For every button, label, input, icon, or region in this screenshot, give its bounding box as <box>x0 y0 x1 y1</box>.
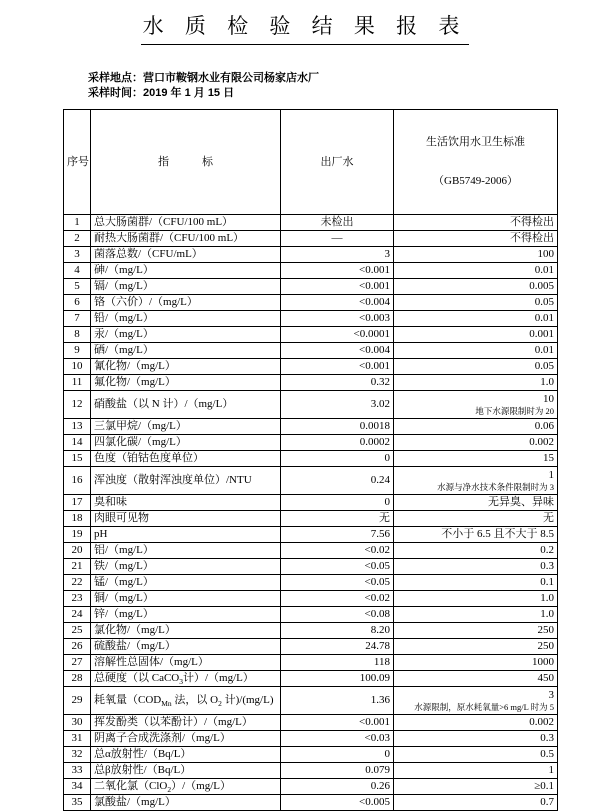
indicator-name: pH <box>91 527 281 543</box>
row-number: 18 <box>64 511 91 527</box>
standard-limit <box>394 375 558 391</box>
table-row <box>64 655 558 671</box>
standard-limit <box>394 543 558 559</box>
row-number: 24 <box>64 607 91 623</box>
row-number: 16 <box>64 467 91 495</box>
indicator-name: 铝/（mg/L） <box>91 543 281 559</box>
row-number: 15 <box>64 451 91 467</box>
table-row <box>64 311 558 327</box>
table-row <box>64 763 558 779</box>
row-number: 11 <box>64 375 91 391</box>
row-number: 9 <box>64 343 91 359</box>
standard-limit-value: 1.0 <box>540 592 554 604</box>
standard-limit <box>394 391 558 419</box>
row-number: 35 <box>64 795 91 811</box>
row-number: 8 <box>64 327 91 343</box>
standard-limit <box>394 559 558 575</box>
standard-limit-value: 10 <box>543 392 554 405</box>
row-number: 29 <box>64 687 91 715</box>
standard-limit-value: 0.005 <box>529 280 554 292</box>
indicator-name: 总β放射性/（Bq/L） <box>91 763 281 779</box>
standard-limit-value: 250 <box>537 624 554 636</box>
factory-water-value: 7.56 <box>281 527 394 543</box>
table-row <box>64 559 558 575</box>
indicator-name: 氯化物/（mg/L） <box>91 623 281 639</box>
factory-water-value: 0.26 <box>281 779 394 795</box>
factory-water-value: 0 <box>281 451 394 467</box>
standard-limit <box>394 467 558 495</box>
standard-limit-value: 0.05 <box>534 296 554 308</box>
row-number: 6 <box>64 295 91 311</box>
factory-water-value: 0.079 <box>281 763 394 779</box>
row-number: 13 <box>64 419 91 435</box>
indicator-name: 铬（六价）/（mg/L） <box>91 295 281 311</box>
row-number: 25 <box>64 623 91 639</box>
table-row <box>64 295 558 311</box>
factory-water-value: 0.32 <box>281 375 394 391</box>
standard-limit <box>394 231 558 247</box>
standard-limit <box>394 343 558 359</box>
sampling-time-value: 2019 年 1 月 15 日 <box>143 87 235 99</box>
row-number: 5 <box>64 279 91 295</box>
table-row <box>64 511 558 527</box>
indicator-name: 耗氧量（$COD_{Mn}$ 法，以 $O_2$ 计)/(mg/L) <box>91 687 281 715</box>
page-title <box>0 10 610 45</box>
standard-limit-value: 不得检出 <box>510 216 554 228</box>
factory-water-value: 0.0018 <box>281 419 394 435</box>
row-number: 27 <box>64 655 91 671</box>
sampling-location-value: 营口市鞍钢水业有限公司杨家店水厂 <box>143 72 319 84</box>
indicator-name: 臭和味 <box>91 495 281 511</box>
standard-limit <box>394 495 558 511</box>
row-number: 26 <box>64 639 91 655</box>
table-row <box>64 359 558 375</box>
indicator-name: 铜/（mg/L） <box>91 591 281 607</box>
standard-limit <box>394 311 558 327</box>
indicator-name: 挥发酚类（以苯酚计）/（mg/L） <box>91 715 281 731</box>
factory-water-value: 3.02 <box>281 391 394 419</box>
row-number: 22 <box>64 575 91 591</box>
row-number: 17 <box>64 495 91 511</box>
standard-limit-value: 1000 <box>532 656 554 668</box>
factory-water-value: <0.05 <box>281 575 394 591</box>
standard-limit-value: 不得检出 <box>510 232 554 244</box>
indicator-name: 锰/（mg/L） <box>91 575 281 591</box>
header-factory-water: 出厂水 <box>281 110 394 215</box>
standard-limit <box>394 435 558 451</box>
standard-limit <box>394 763 558 779</box>
indicator-name: 铅/（mg/L） <box>91 311 281 327</box>
factory-water-value: <0.004 <box>281 295 394 311</box>
table-row <box>64 779 558 795</box>
indicator-name: 砷/（mg/L） <box>91 263 281 279</box>
table-row <box>64 231 558 247</box>
standard-limit <box>394 279 558 295</box>
standard-limit-value: 0.2 <box>540 544 554 556</box>
standard-limit-note: 水源限制，原水耗氧量>6 mg/L 时为 5 <box>414 701 554 712</box>
indicator-name: 汞/（mg/L） <box>91 327 281 343</box>
standard-limit <box>394 451 558 467</box>
standard-limit <box>394 687 558 715</box>
header-standard-line2: （GB5749-2006） <box>433 175 518 187</box>
table-row <box>64 715 558 731</box>
row-number: 2 <box>64 231 91 247</box>
table-row <box>64 391 558 419</box>
standard-limit-value: 0.7 <box>540 796 554 808</box>
indicator-name: 总大肠菌群/（CFU/100 mL） <box>91 215 281 231</box>
standard-limit-value: 1.0 <box>540 376 554 388</box>
standard-limit-value: 1 <box>548 764 554 776</box>
standard-limit <box>394 419 558 435</box>
factory-water-value: <0.03 <box>281 731 394 747</box>
indicator-name: 氟化物/（mg/L） <box>91 375 281 391</box>
indicator-name: 镉/（mg/L） <box>91 279 281 295</box>
standard-limit <box>394 527 558 543</box>
indicator-name: 四氯化碳/（mg/L） <box>91 435 281 451</box>
standard-limit-value: 0.01 <box>534 264 554 276</box>
table-row <box>64 435 558 451</box>
factory-water-value: <0.001 <box>281 263 394 279</box>
indicator-name: 氯酸盐/（mg/L） <box>91 795 281 811</box>
table-row <box>64 343 558 359</box>
standard-limit <box>394 263 558 279</box>
header-indicator: 指 标 <box>91 110 281 215</box>
standard-limit <box>394 575 558 591</box>
factory-water-value: — <box>281 231 394 247</box>
standard-limit <box>394 215 558 231</box>
indicator-name: 总硬度（以 CaCO$_3$计）/（mg/L） <box>91 671 281 687</box>
factory-water-value: <0.02 <box>281 591 394 607</box>
indicator-name: 菌落总数/（CFU/mL） <box>91 247 281 263</box>
indicator-name: 阴离子合成洗涤剂/（mg/L） <box>91 731 281 747</box>
standard-limit-value: 250 <box>537 640 554 652</box>
standard-limit-value: 0.01 <box>534 312 554 324</box>
table-row <box>64 607 558 623</box>
table-row <box>64 215 558 231</box>
standard-limit <box>394 655 558 671</box>
factory-water-value: 8.20 <box>281 623 394 639</box>
row-number: 19 <box>64 527 91 543</box>
standard-limit <box>394 359 558 375</box>
standard-limit-value: 1 <box>548 468 554 481</box>
indicator-name: 浑浊度（散射浑浊度单位）/NTU <box>91 467 281 495</box>
indicator-name: 硒/（mg/L） <box>91 343 281 359</box>
standard-limit-value: 0.002 <box>529 436 554 448</box>
row-number: 23 <box>64 591 91 607</box>
indicator-name: 铁/（mg/L） <box>91 559 281 575</box>
factory-water-value: 未检出 <box>281 215 394 231</box>
table-row <box>64 495 558 511</box>
row-number: 7 <box>64 311 91 327</box>
table-row <box>64 419 558 435</box>
indicator-name: 硝酸盐（以 N 计）/（mg/L） <box>91 391 281 419</box>
table-row <box>64 671 558 687</box>
standard-limit <box>394 779 558 795</box>
standard-limit <box>394 715 558 731</box>
table-row <box>64 731 558 747</box>
table-row <box>64 527 558 543</box>
indicator-name: 色度（铂钴色度单位） <box>91 451 281 467</box>
indicator-name: 氰化物/（mg/L） <box>91 359 281 375</box>
factory-water-value: 无 <box>281 511 394 527</box>
table-row <box>64 747 558 763</box>
page-title-text: 水 质 检 验 结 果 报 表 <box>141 10 470 45</box>
factory-water-value: 24.78 <box>281 639 394 655</box>
factory-water-value: <0.004 <box>281 343 394 359</box>
standard-limit-value: 0.06 <box>534 420 554 432</box>
sampling-info <box>88 71 610 101</box>
standard-limit <box>394 511 558 527</box>
standard-limit <box>394 795 558 811</box>
standard-limit <box>394 607 558 623</box>
standard-limit-value: 0.1 <box>540 576 554 588</box>
factory-water-value: <0.003 <box>281 311 394 327</box>
standard-limit-value: 不小于 6.5 且不大于 8.5 <box>441 528 554 540</box>
indicator-name: 硫酸盐/（mg/L） <box>91 639 281 655</box>
factory-water-value: <0.005 <box>281 795 394 811</box>
indicator-name: 溶解性总固体/（mg/L） <box>91 655 281 671</box>
standard-limit-value: 0.5 <box>540 748 554 760</box>
row-number: 3 <box>64 247 91 263</box>
standard-limit <box>394 747 558 763</box>
table-row <box>64 375 558 391</box>
factory-water-value: 3 <box>281 247 394 263</box>
table-row <box>64 279 558 295</box>
standard-limit <box>394 731 558 747</box>
standard-limit-value: 100 <box>537 248 554 260</box>
standard-limit-value: 无 <box>543 512 554 524</box>
standard-limit <box>394 247 558 263</box>
indicator-name: 二氧化氯（ClO$_2$）/（mg/L） <box>91 779 281 795</box>
factory-water-value: 0.0002 <box>281 435 394 451</box>
results-table-body <box>64 215 558 811</box>
standard-limit-value: 450 <box>537 672 554 684</box>
table-header-row <box>64 110 558 215</box>
results-table <box>63 109 558 811</box>
row-number: 32 <box>64 747 91 763</box>
row-number: 12 <box>64 391 91 419</box>
factory-water-value: <0.0001 <box>281 327 394 343</box>
standard-limit-value: 0.01 <box>534 344 554 356</box>
table-row <box>64 451 558 467</box>
sampling-location-label: 采样地点： <box>88 72 143 84</box>
factory-water-value: <0.08 <box>281 607 394 623</box>
standard-limit-value: 0.3 <box>540 732 554 744</box>
row-number: 31 <box>64 731 91 747</box>
factory-water-value: <0.001 <box>281 715 394 731</box>
row-number: 4 <box>64 263 91 279</box>
row-number: 10 <box>64 359 91 375</box>
table-row <box>64 543 558 559</box>
standard-limit-value: 0.001 <box>529 328 554 340</box>
indicator-name: 肉眼可见物 <box>91 511 281 527</box>
factory-water-value: 0 <box>281 747 394 763</box>
row-number: 21 <box>64 559 91 575</box>
row-number: 28 <box>64 671 91 687</box>
report-page <box>0 10 610 808</box>
table-row <box>64 575 558 591</box>
table-row <box>64 639 558 655</box>
standard-limit <box>394 671 558 687</box>
indicator-name: 三氯甲烷/（mg/L） <box>91 419 281 435</box>
row-number: 1 <box>64 215 91 231</box>
sampling-time-line <box>88 86 610 101</box>
factory-water-value: 0 <box>281 495 394 511</box>
standard-limit <box>394 327 558 343</box>
row-number: 30 <box>64 715 91 731</box>
factory-water-value: 0.24 <box>281 467 394 495</box>
standard-limit-value: 0.3 <box>540 560 554 572</box>
table-row <box>64 467 558 495</box>
row-number: 20 <box>64 543 91 559</box>
standard-limit-value: 1.0 <box>540 608 554 620</box>
factory-water-value: <0.05 <box>281 559 394 575</box>
factory-water-value: 118 <box>281 655 394 671</box>
sampling-location-line <box>88 71 610 86</box>
standard-limit-value: ≥0.1 <box>534 780 554 792</box>
factory-water-value: <0.001 <box>281 359 394 375</box>
table-row <box>64 247 558 263</box>
header-standard-line1: 生活饮用水卫生标准 <box>426 136 525 148</box>
header-no: 序号 <box>64 110 91 215</box>
header-standard <box>394 110 558 215</box>
indicator-name: 总α放射性/（Bq/L） <box>91 747 281 763</box>
factory-water-value: 1.36 <box>281 687 394 715</box>
standard-limit <box>394 295 558 311</box>
row-number: 14 <box>64 435 91 451</box>
sampling-time-label: 采样时间： <box>88 87 143 99</box>
indicator-name: 耐热大肠菌群/（CFU/100 mL） <box>91 231 281 247</box>
table-row <box>64 623 558 639</box>
table-row <box>64 327 558 343</box>
standard-limit-value: 0.002 <box>529 716 554 728</box>
indicator-name: 锌/（mg/L） <box>91 607 281 623</box>
standard-limit-value: 无异臭、异味 <box>488 496 554 508</box>
factory-water-value: <0.02 <box>281 543 394 559</box>
table-row <box>64 687 558 715</box>
row-number: 34 <box>64 779 91 795</box>
standard-limit-note: 地下水源限制时为 20 <box>475 405 554 416</box>
table-row <box>64 795 558 811</box>
standard-limit <box>394 639 558 655</box>
standard-limit <box>394 591 558 607</box>
standard-limit-value: 15 <box>543 452 554 464</box>
standard-limit-value: 0.05 <box>534 360 554 372</box>
standard-limit-note: 水源与净水技术条件限制时为 3 <box>437 481 554 492</box>
table-row <box>64 591 558 607</box>
table-row <box>64 263 558 279</box>
factory-water-value: <0.001 <box>281 279 394 295</box>
factory-water-value: 100.09 <box>281 671 394 687</box>
standard-limit-value: 3 <box>548 688 554 701</box>
row-number: 33 <box>64 763 91 779</box>
standard-limit <box>394 623 558 639</box>
